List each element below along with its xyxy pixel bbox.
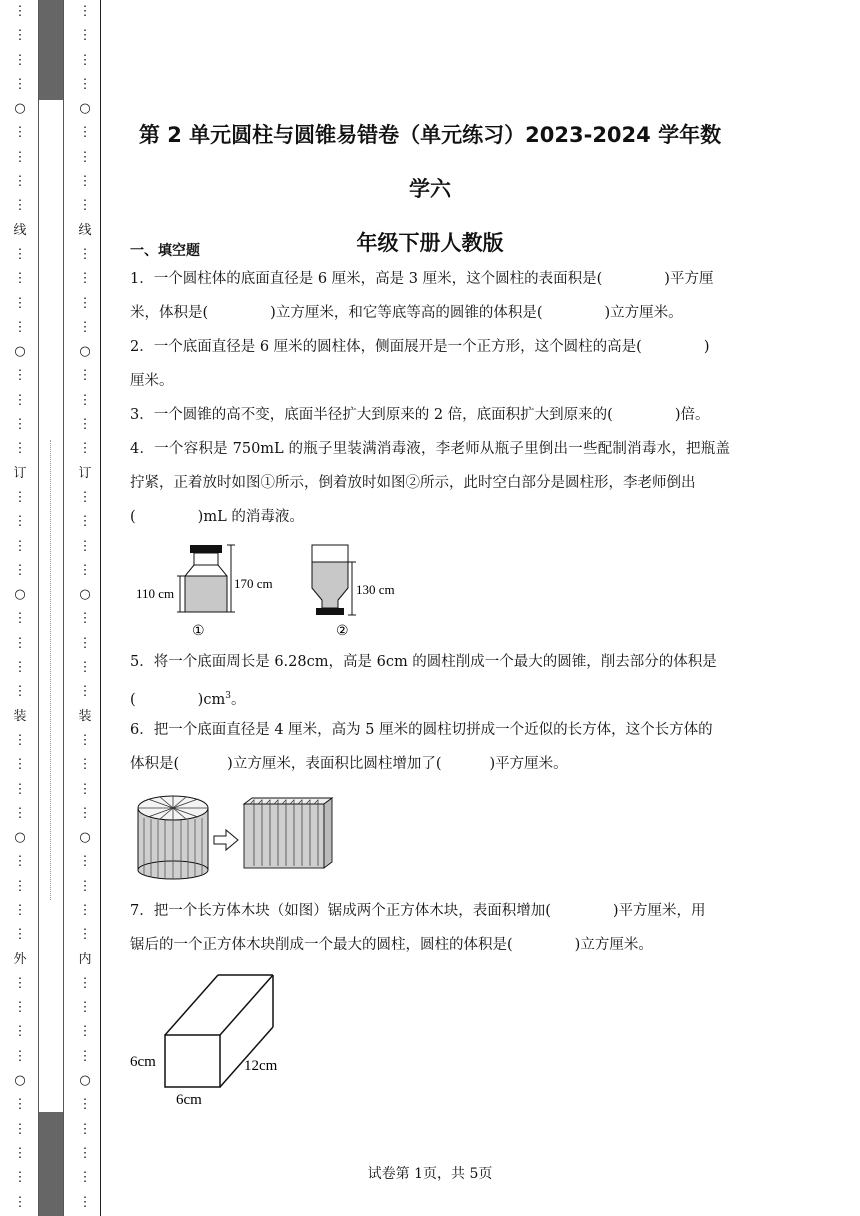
binding-label: 订	[78, 465, 92, 481]
binding-dots: ⋮	[13, 149, 27, 165]
binding-dots: ⋮	[13, 1024, 27, 1040]
binding-circle-icon: ○	[79, 101, 91, 117]
binding-dots: ⋮	[13, 1194, 27, 1210]
margin-rule	[100, 0, 101, 1216]
binding-dots: ⋮	[78, 757, 92, 773]
binding-dots: ⋮	[78, 489, 92, 505]
binding-dots: ⋮	[78, 1194, 92, 1210]
bottle-1-label: ①	[192, 624, 205, 639]
q1-text-a: 1．一个圆柱体的底面直径是 6 厘米，高是 3 厘米，这个圆柱的表面积是(	[130, 271, 603, 287]
binding-dots: ⋮	[13, 271, 27, 287]
binding-circle-icon: ○	[14, 1073, 26, 1089]
binding-dots: ⋮	[13, 392, 27, 408]
binding-label: 装	[13, 708, 27, 724]
binding-dots: ⋮	[78, 854, 92, 870]
bottle-2-height: 130 cm	[356, 582, 395, 597]
bottle-1-liquid	[185, 576, 227, 612]
binding-dots: ⋮	[13, 28, 27, 44]
bottle-figure	[130, 540, 410, 640]
q4-text-a: 4．一个容积是 750mL 的瓶子里装满消毒液，李老师从瓶子里倒出一些配制消毒水，把瓶盖拧紧，正着放时如图①所示，倒着放时如图②所示，此时空白部分是圆柱形，李老师倒出	[130, 441, 730, 491]
q4-text-c: )mL 的消毒液。	[197, 509, 304, 525]
binding-dots: ⋮	[13, 1048, 27, 1064]
title-line-1: 第 2 单元圆柱与圆锥易错卷（单元练习）2023-2024 学年数学六	[138, 123, 722, 201]
binding-dots: ⋮	[13, 319, 27, 335]
approximate-cuboid	[244, 798, 332, 868]
binding-dots: ⋮	[13, 1000, 27, 1016]
binding-dots: ⋮	[13, 684, 27, 700]
binding-circle-icon: ○	[79, 830, 91, 846]
binding-dots: ⋮	[78, 562, 92, 578]
binding-label: 订	[13, 465, 27, 481]
binding-dots: ⋮	[78, 76, 92, 92]
binding-dots: ⋮	[78, 417, 92, 433]
binding-dots: ⋮	[13, 878, 27, 894]
q1-text-d: )立方厘米，和它等底等高的圆锥的体积是(	[270, 305, 543, 321]
page-title	[130, 108, 730, 270]
binding-dots: ⋮	[13, 295, 27, 311]
binding-dots: ⋮	[78, 149, 92, 165]
binding-dots: ⋮	[13, 562, 27, 578]
binding-dots: ⋮	[13, 611, 27, 627]
binding-dots: ⋮	[13, 368, 27, 384]
binding-dots: ⋮	[78, 392, 92, 408]
binding-dots: ⋮	[78, 295, 92, 311]
binding-circle-icon: ○	[14, 830, 26, 846]
q1-text-b: )平方厘	[664, 271, 714, 287]
question-2	[130, 330, 730, 398]
question-4	[130, 432, 730, 534]
q5-text-d: 。	[230, 691, 246, 708]
binding-dots: ⋮	[13, 781, 27, 797]
cuboid-height-label: 6cm	[130, 1054, 156, 1070]
binding-circle-icon: ○	[14, 101, 26, 117]
bottle-2-label: ②	[336, 624, 349, 639]
arrow-icon	[214, 830, 238, 850]
binding-circle-icon: ○	[14, 587, 26, 603]
faint-dotted-line	[50, 440, 51, 900]
binding-dots: ⋮	[78, 198, 92, 214]
question-3	[130, 398, 730, 432]
binding-dots: ⋮	[13, 732, 27, 748]
binding-dots: ⋮	[13, 1121, 27, 1137]
binding-dots: ⋮	[78, 611, 92, 627]
binding-gray-band	[38, 0, 64, 1216]
question-5	[130, 645, 730, 717]
binding-dots: ⋮	[78, 52, 92, 68]
q7-text-b: )平方厘米，用	[612, 903, 706, 919]
binding-dots: ⋮	[13, 125, 27, 141]
cylinder-cut-figure	[130, 790, 340, 880]
binding-dots: ⋮	[78, 319, 92, 335]
gray-block-top	[39, 0, 63, 100]
binding-dots: ⋮	[78, 660, 92, 676]
binding-dots: ⋮	[13, 975, 27, 991]
page-footer: 试卷第 1页，共 5页	[367, 1166, 493, 1182]
bottle-1-liquid-height: 110 cm	[136, 586, 175, 601]
outer-binding-line	[10, 0, 30, 1216]
binding-label: 外	[13, 951, 27, 967]
binding-dots: ⋮	[78, 514, 92, 530]
binding-circle-icon: ○	[79, 587, 91, 603]
q1-text-e: )立方厘米。	[604, 305, 683, 321]
binding-dots: ⋮	[13, 198, 27, 214]
binding-dots: ⋮	[13, 417, 27, 433]
binding-dots: ⋮	[13, 1170, 27, 1186]
binding-dots: ⋮	[78, 1097, 92, 1113]
binding-dots: ⋮	[78, 1121, 92, 1137]
binding-dots: ⋮	[78, 441, 92, 457]
binding-dots: ⋮	[13, 635, 27, 651]
q2-text-a: 2．一个底面直径是 6 厘米的圆柱体，侧面展开是一个正方形，这个圆柱的高是(	[130, 339, 642, 355]
cuboid-width-label: 6cm	[176, 1092, 202, 1108]
binding-dots: ⋮	[13, 52, 27, 68]
binding-dots: ⋮	[78, 368, 92, 384]
bottle-1-total-height: 170 cm	[234, 576, 273, 591]
binding-dots: ⋮	[13, 489, 27, 505]
binding-dots: ⋮	[78, 28, 92, 44]
q3-text-a: 3．一个圆锥的高不变，底面半径扩大到原来的 2 倍，底面积扩大到原来的(	[130, 407, 613, 423]
bottle-2-liquid	[312, 562, 348, 608]
cuboid-length-label: 12cm	[244, 1058, 278, 1074]
binding-dots: ⋮	[13, 854, 27, 870]
binding-dots: ⋮	[13, 514, 27, 530]
binding-dots: ⋮	[13, 927, 27, 943]
binding-dots: ⋮	[78, 125, 92, 141]
binding-dots: ⋮	[78, 781, 92, 797]
binding-dots: ⋮	[78, 927, 92, 943]
q1-text-c: 米，体积是(	[130, 305, 209, 321]
binding-dots: ⋮	[78, 1170, 92, 1186]
bottle-2-cap	[316, 608, 344, 615]
q3-text-b: )倍。	[674, 407, 710, 423]
cuboid-figure	[128, 940, 328, 1110]
binding-dots: ⋮	[78, 635, 92, 651]
binding-dots: ⋮	[78, 975, 92, 991]
binding-circle-icon: ○	[79, 344, 91, 360]
q5-text-a: 5．将一个底面周长是 6.28cm，高是 6cm 的圆柱削成一个最大的圆锥，削去部分的体积是	[130, 654, 717, 670]
binding-dots: ⋮	[78, 1048, 92, 1064]
binding-dots: ⋮	[78, 878, 92, 894]
binding-dots: ⋮	[13, 538, 27, 554]
binding-dots: ⋮	[78, 538, 92, 554]
title-line-2: 年级下册人教版	[356, 231, 504, 255]
binding-circle-icon: ○	[79, 1073, 91, 1089]
q5-text-c: )cm	[197, 691, 226, 708]
binding-dots: ⋮	[13, 757, 27, 773]
binding-dots: ⋮	[13, 805, 27, 821]
q6-text-a: 6．把一个底面直径是 4 厘米，高为 5 厘米的圆柱切拼成一个近似的长方体，这个长方体的	[130, 722, 713, 738]
binding-dots: ⋮	[78, 684, 92, 700]
sliced-cylinder	[138, 796, 208, 879]
binding-label: 装	[78, 708, 92, 724]
binding-dots: ⋮	[13, 1145, 27, 1161]
binding-dots: ⋮	[13, 246, 27, 262]
binding-dots: ⋮	[78, 246, 92, 262]
binding-dots: ⋮	[78, 1000, 92, 1016]
question-1	[130, 262, 730, 330]
binding-dots: ⋮	[13, 660, 27, 676]
q4-text-b: (	[130, 509, 136, 525]
bottle-1-neck	[194, 553, 218, 565]
binding-label: 线	[13, 222, 27, 238]
binding-dots: ⋮	[78, 902, 92, 918]
binding-dots: ⋮	[78, 271, 92, 287]
binding-circle-icon: ○	[14, 344, 26, 360]
q7-text-d: )立方厘米。	[574, 937, 653, 953]
question-6	[130, 713, 730, 781]
binding-dots: ⋮	[78, 805, 92, 821]
binding-dots: ⋮	[78, 174, 92, 190]
binding-dots: ⋮	[13, 76, 27, 92]
q7-text-a: 7．把一个长方体木块（如图）锯成两个正方体木块，表面积增加(	[130, 903, 551, 919]
q2-text-b: )	[703, 339, 710, 355]
q6-text-b: 体积是(	[130, 756, 180, 772]
inner-binding-line	[75, 0, 95, 1216]
binding-dots: ⋮	[78, 1145, 92, 1161]
binding-dots: ⋮	[13, 441, 27, 457]
bottle-1-cap	[190, 545, 222, 553]
section-heading: 一、填空题	[130, 243, 200, 259]
binding-dots: ⋮	[78, 4, 92, 19]
binding-dots: ⋮	[13, 1097, 27, 1113]
q5-superscript: 3	[225, 691, 231, 701]
q6-text-c: )立方厘米，表面积比圆柱增加了(	[227, 756, 442, 772]
binding-label: 内	[78, 951, 92, 967]
q6-text-d: )平方厘米。	[489, 756, 568, 772]
binding-label: 线	[78, 222, 92, 238]
q2-text-c: 厘米。	[130, 373, 174, 389]
binding-dots: ⋮	[78, 1024, 92, 1040]
q5-text-b: (	[130, 691, 136, 708]
binding-dots: ⋮	[13, 902, 27, 918]
binding-dots: ⋮	[13, 174, 27, 190]
binding-dots: ⋮	[13, 4, 27, 19]
q7-text-c: 锯后的一个正方体木块削成一个最大的圆柱，圆柱的体积是(	[130, 937, 513, 953]
binding-dots: ⋮	[78, 732, 92, 748]
